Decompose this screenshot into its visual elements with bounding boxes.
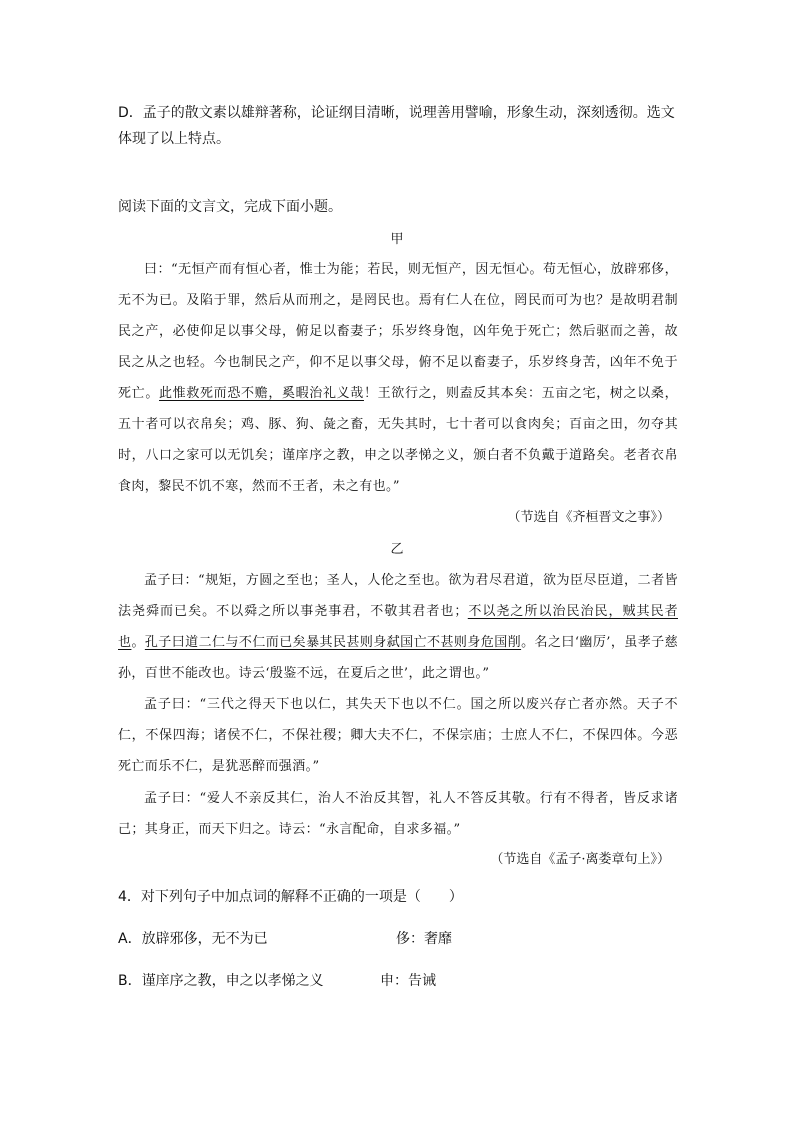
question-4-option-b: [118, 968, 436, 994]
passage-jia-text-part1: 曰：“无恒产而有恒心者，惟士为能；若民，则无恒产，因无恒心。苟无恒心，放辟邪侈，无不为已。及陷于罪，然后从而刑之，是罔民也。焉有仁人在位，罔民而可为也？是故明君制民之产，必使仰足以事父母，俯足以畜妻子；乐岁终身饱，凶年免于死亡；然后驱而之善，故民之从之也轻。今也制民之产，仰不足以事父母，俯不足以畜妻子，乐岁终身苦，凶年不免于死亡。: [118, 262, 678, 401]
option-d-text: D．孟子的散文素以雄辩著称，论证纲目清晰，说理善用譬喻，形象生动，深刻透彻。选文体现了以上特点。: [118, 105, 675, 147]
question-4-stem: 4．对下列句子中加点词的解释不正确的一项是（ ）: [118, 889, 463, 905]
passage-yi-paragraph-1: [118, 565, 678, 689]
passage-jia-text-part2: ！王欲行之，则盍反其本矣：五亩之宅，树之以桑，五十者可以衣帛矣；鸡、豚、狗、彘之畜，无失其时，七十者可以食肉矣；百亩之田，勿夺其时，八口之家可以无饥矣；谨庠序之教，申之以孝悌之义，颁白者不负戴于道路矣。老者衣帛食肉，黎民不饥不寒，然而不王者，未之有也。”: [118, 386, 678, 494]
passage-jia-source: （节选自《齐桓晋文之事》）: [507, 510, 670, 525]
passage-yi-paragraph-3: 孟子曰：“爱人不亲反其仁，治人不治反其智，礼人不答反其敬。行有不得者，皆反求诸己；其身正，而天下归之。诗云：“永言配命，自求多福。”: [118, 791, 678, 837]
passage-yi-paragraph-2: 孟子曰：“三代之得天下也以仁，其失天下也以不仁。国之所以废兴存亡者亦然。天子不仁，不保四海；诸侯不仁，不保社稷；卿大夫不仁，不保宗庙；士庶人不仁，不保四体。今恶死亡而乐不仁，是犹恶醉而强酒。”: [118, 697, 678, 774]
option-b-gloss: 申：告诫: [380, 973, 436, 989]
passage-yi-underlined-1: 不以尧之所以治民治民，贼其民者也: [118, 604, 678, 650]
reading-instruction: 阅读下面的文言文，完成下面小题。: [118, 199, 342, 215]
passage-yi-p1-part2: 。: [131, 635, 145, 650]
passage-yi-p1-part3: 。名之曰‘幽厉’，虽孝子慈孙，百世不能改也。诗云‘殷鉴不远，在夏后之世’，此之谓也。”: [118, 635, 678, 681]
passage-yi-p1-part1: 孟子曰：“规矩，方圆之至也；圣人，人伦之至也。欲为君尽君道，欲为臣尽臣道，二者皆法尧舜而已矣。不以舜之所以事尧事君，不敬其君者也；: [118, 573, 678, 619]
question-4-option-a: [118, 926, 452, 952]
passage-yi-source: （节选自《孟子·离娄章句上》）: [490, 852, 670, 867]
passage-yi-heading: 乙: [390, 542, 404, 557]
passage-jia-text: [118, 254, 678, 502]
passage-jia-heading: 甲: [390, 232, 404, 247]
passage-jia-underlined-sentence: 此惟救死而恐不赡，奚暇治礼义哉: [159, 386, 364, 401]
option-a-sentence: A．放辟邪侈，无不为已: [118, 931, 268, 947]
passage-yi-underlined-2: 孔子曰道二仁与不仁而已矣暴其民甚则身弑国亡不甚则身危国削: [144, 635, 522, 650]
option-a-gloss: 侈：奢靡: [396, 931, 452, 947]
option-b-sentence: B．谨庠序之教，申之以孝悌之义: [118, 973, 324, 989]
